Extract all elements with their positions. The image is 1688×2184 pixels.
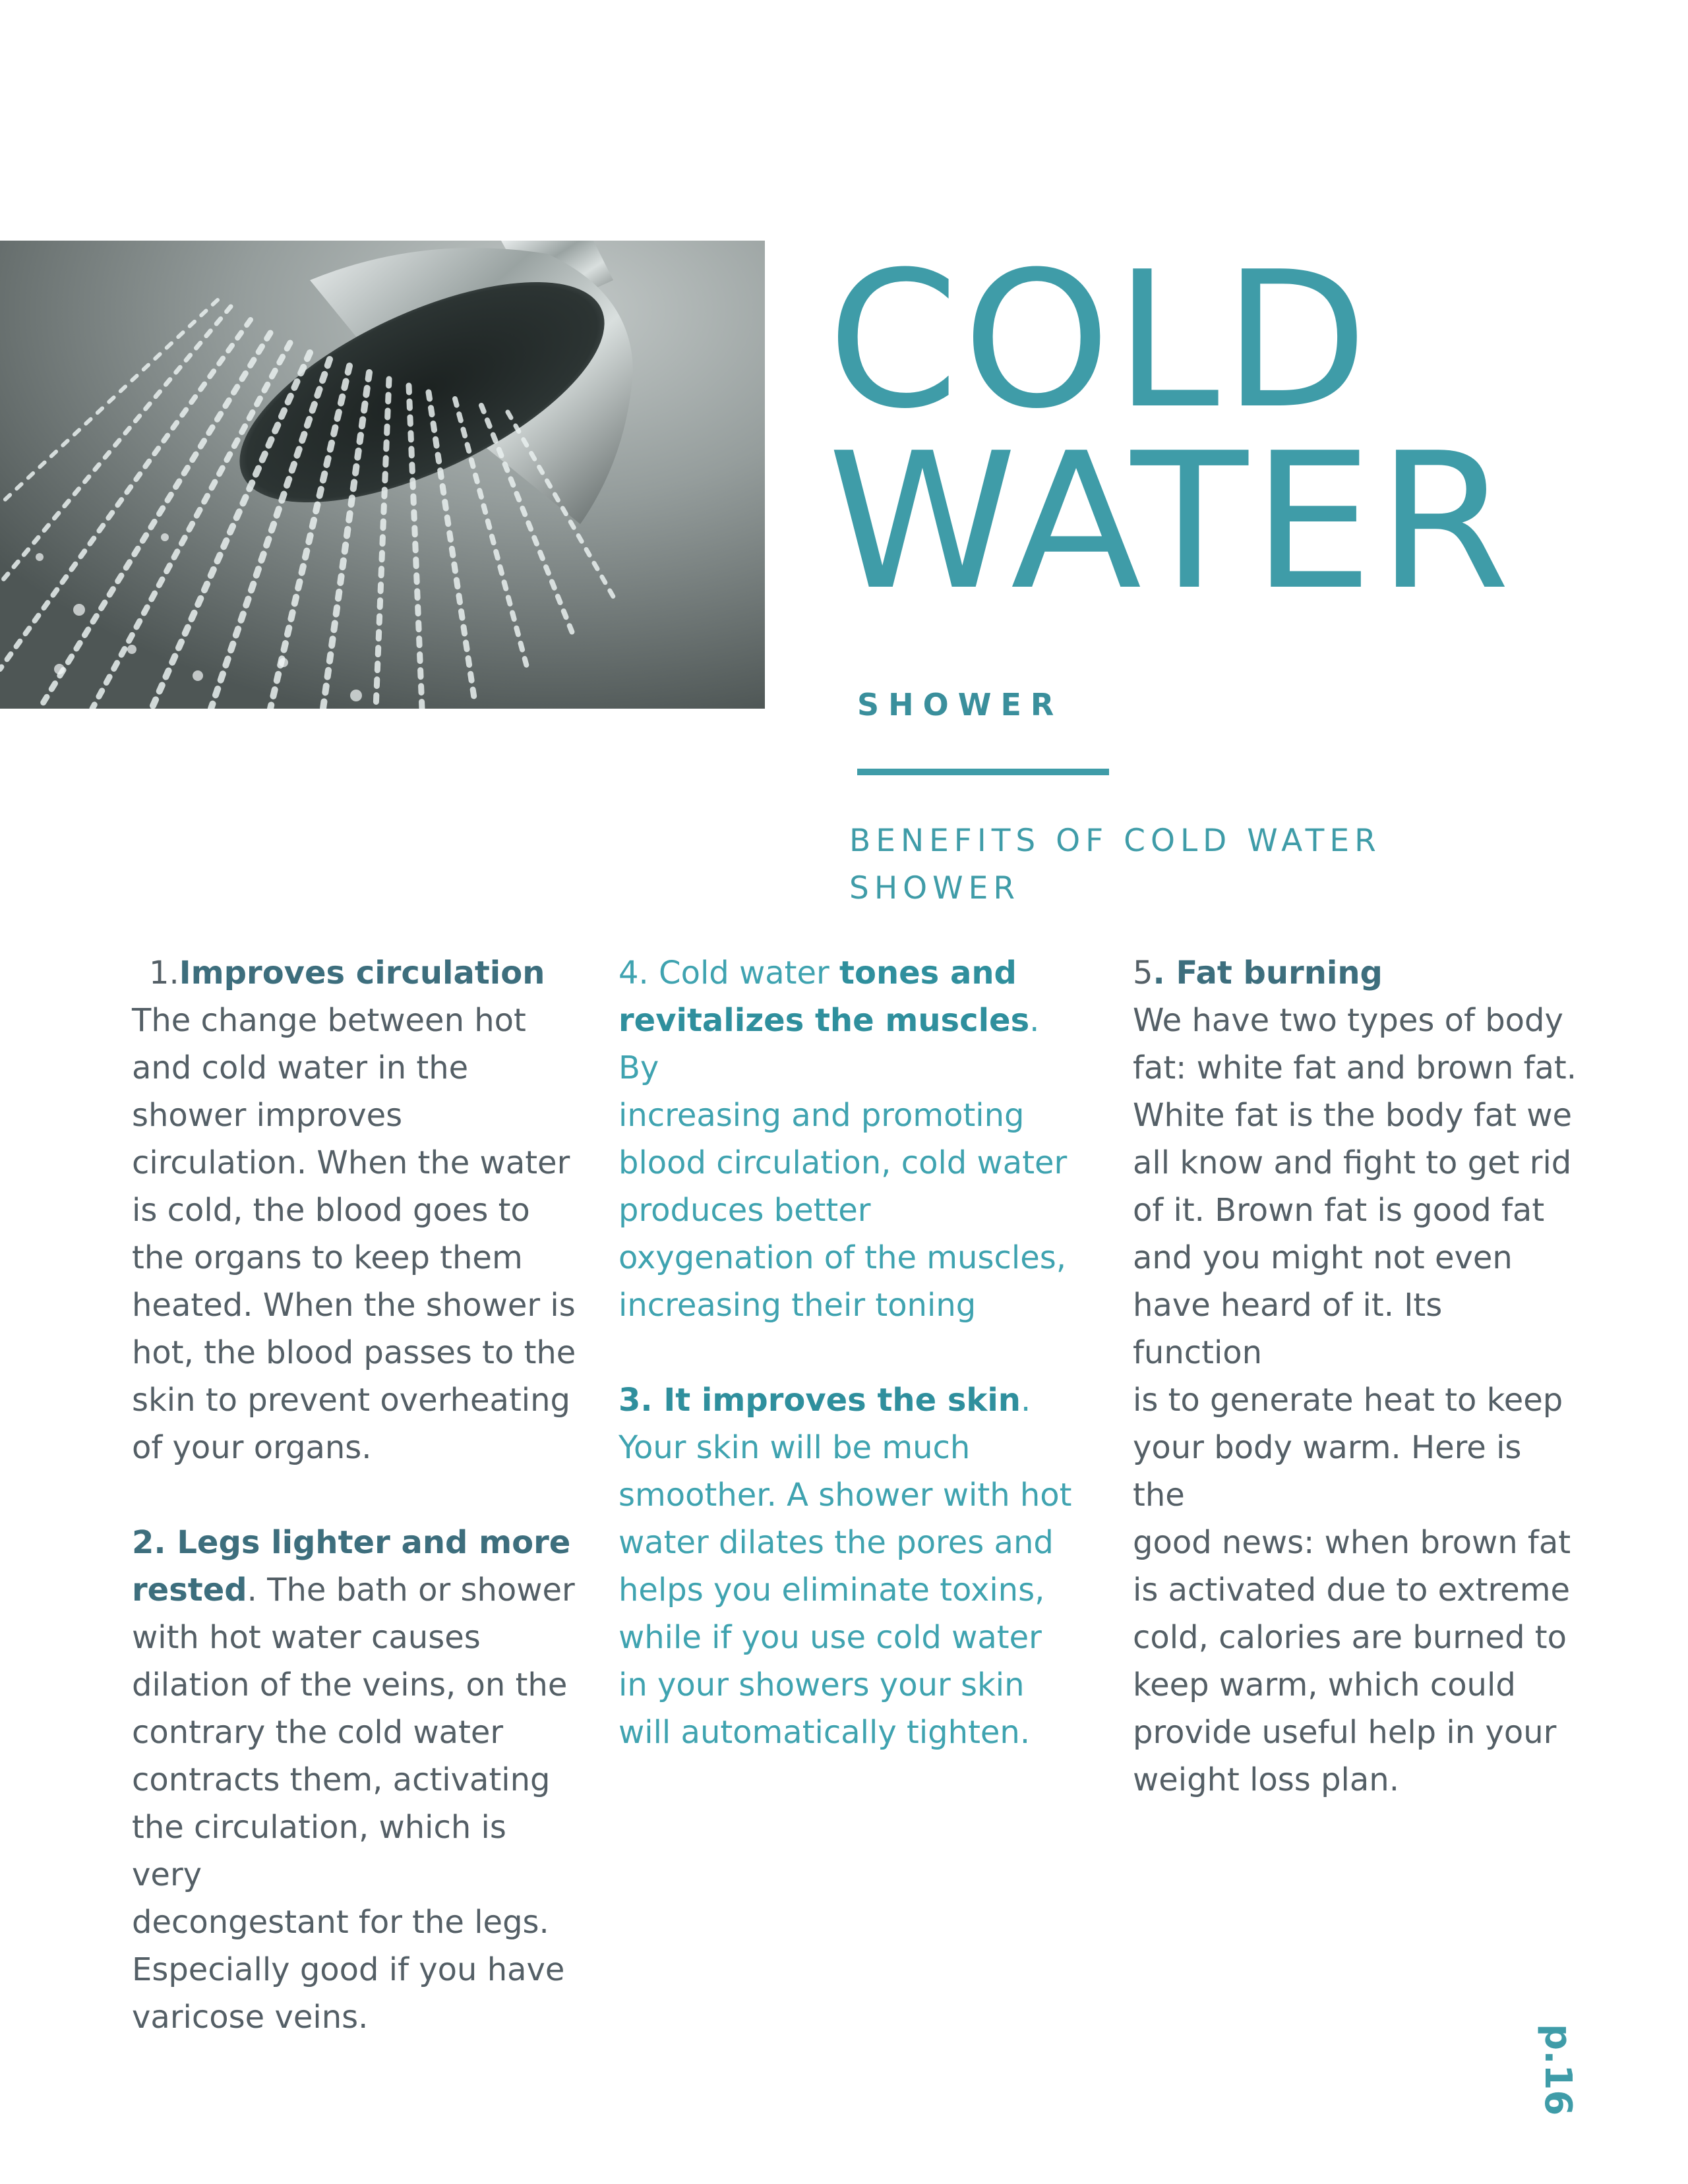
item5-line: White fat is the body fat we <box>1133 1097 1572 1134</box>
item3-heading <box>618 1376 1080 1424</box>
item3-line: water dilates the pores and <box>618 1524 1054 1561</box>
item1-line: hot, the blood passes to the <box>132 1334 576 1371</box>
item5-line: all know and fight to get rid <box>1133 1144 1572 1181</box>
item2-line: decongestant for the legs. <box>132 1904 549 1941</box>
item4-heading-line1 <box>618 949 1080 997</box>
item1-line: is cold, the blood goes to <box>132 1192 530 1229</box>
item4-line: increasing and promoting <box>618 1097 1025 1134</box>
item2-line: the circulation, which is very <box>132 1809 506 1893</box>
item1-line: of your organs. <box>132 1429 372 1466</box>
item3-line: smoother. A shower with hot <box>618 1477 1072 1514</box>
item1-line: shower improves <box>132 1097 403 1134</box>
benefits-heading <box>849 817 1443 912</box>
item4-rest: . By <box>618 1002 1040 1086</box>
item3-heading-rest: . <box>1020 1382 1031 1419</box>
paragraph-gap <box>618 1329 1080 1376</box>
item2-line: varicose veins. <box>132 1999 369 2036</box>
item4-line: oxygenation of the muscles, <box>618 1239 1067 1276</box>
title-line-water: WATER <box>828 413 1515 632</box>
item1-number: 1. <box>149 955 179 991</box>
item5-line: have heard of it. Its function <box>1133 1287 1443 1371</box>
item2-heading <box>132 1519 580 1566</box>
item3-line: will automatically tighten. <box>618 1714 1031 1751</box>
item2-heading-rest: . The bath or shower <box>247 1572 575 1608</box>
item5-line: is to generate heat to keep <box>1133 1382 1563 1419</box>
item5-line: good news: when brown fat <box>1133 1524 1571 1561</box>
item2-heading-line2: rested <box>132 1572 247 1608</box>
item2-heading-cont <box>132 1566 580 1614</box>
column-1 <box>132 949 580 2041</box>
shower-head-photo <box>0 241 765 709</box>
item4-prefix: 4. Cold water <box>618 955 840 991</box>
item5-line: your body warm. Here is the <box>1133 1429 1522 1514</box>
item2-line: with hot water causes <box>132 1619 481 1656</box>
item3-line: Your skin will be much <box>618 1429 971 1466</box>
item1-line: heated. When the shower is <box>132 1287 576 1324</box>
item5-line: provide useful help in your <box>1133 1714 1557 1751</box>
item2-heading-line1: 2. Legs lighter and more <box>132 1524 571 1561</box>
item2-line: contrary the cold water <box>132 1714 504 1751</box>
benefits-heading-line1: BENEFITS OF COLD WATER <box>849 823 1381 859</box>
column-2 <box>618 949 1080 1756</box>
item4-line: blood circulation, cold water <box>618 1144 1068 1181</box>
item5-line: cold, calories are burned to <box>1133 1619 1567 1656</box>
item1-heading-text: Improves circulation <box>179 955 545 991</box>
item2-line: contracts them, activating <box>132 1761 551 1798</box>
item5-heading-text: . Fat burning <box>1153 955 1383 991</box>
item5-line: weight loss plan. <box>1133 1761 1399 1798</box>
item5-line: keep warm, which could <box>1133 1667 1516 1703</box>
item3-heading-text: 3. It improves the skin <box>618 1382 1021 1419</box>
item5-heading <box>1133 949 1581 997</box>
item3-line: helps you eliminate toxins, <box>618 1572 1045 1608</box>
item2-line: Especially good if you have <box>132 1951 565 1988</box>
item5-line: is activated due to extreme <box>1133 1572 1570 1608</box>
item2-line: dilation of the veins, on the <box>132 1667 568 1703</box>
divider-rule <box>857 769 1109 775</box>
item4-line: produces better <box>618 1192 871 1229</box>
paragraph-gap <box>132 1471 580 1519</box>
item4-line: increasing their toning <box>618 1287 977 1324</box>
item5-line: We have two types of body <box>1133 1002 1563 1039</box>
item4-bold1: tones and <box>839 955 1017 991</box>
item5-line: fat: white fat and brown fat. <box>1133 1049 1577 1086</box>
item1-line: circulation. When the water <box>132 1144 570 1181</box>
benefits-heading-line2: SHOWER <box>849 870 1020 906</box>
item5-line: and you might not even <box>1133 1239 1513 1276</box>
item4-bold2: revitalizes the muscles <box>618 1002 1030 1039</box>
title-line-cold: COLD <box>828 231 1372 450</box>
item1-line: and cold water in the <box>132 1049 469 1086</box>
column-3 <box>1133 949 1581 1804</box>
page-title <box>828 231 1515 632</box>
item1-line: skin to prevent overheating <box>132 1382 570 1419</box>
item1-line: the organs to keep them <box>132 1239 523 1276</box>
subtitle-shower: SHOWER <box>857 687 1064 723</box>
page-number: p.16 <box>1536 2024 1579 2116</box>
item1-line: The change between hot <box>132 1002 526 1039</box>
item3-line: while if you use cold water <box>618 1619 1042 1656</box>
item4-heading-line2 <box>618 997 1080 1092</box>
item5-number: 5 <box>1133 955 1153 991</box>
item1-heading <box>132 949 580 997</box>
item3-line: in your showers your skin <box>618 1667 1025 1703</box>
item5-line: of it. Brown fat is good fat <box>1133 1192 1545 1229</box>
